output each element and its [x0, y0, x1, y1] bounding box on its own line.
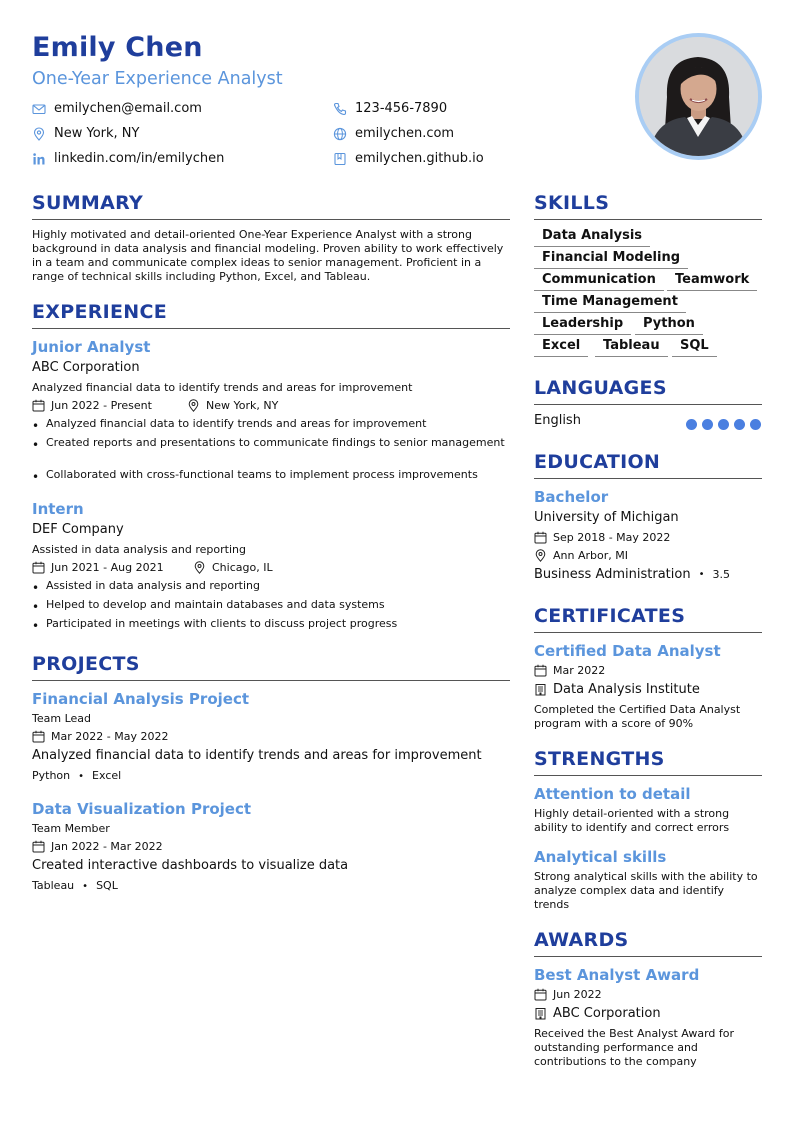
location-pin-icon: [193, 561, 206, 574]
project-name: Data Visualization Project: [32, 800, 252, 818]
education-heading: EDUCATION: [534, 451, 661, 473]
github-text: emilychen.github.io: [355, 151, 484, 166]
award-issuer: [534, 1006, 661, 1021]
award-date-text: Jun 2022: [553, 988, 602, 1001]
award-description: Received the Best Analyst Award for outstanding performance and contributions to the company: [534, 1027, 735, 1068]
tag-separator: •: [78, 771, 85, 782]
job-bullet: • Participated in meetings with clients to discuss project progress: [32, 617, 510, 631]
candidate-role: One-Year Experience Analyst: [32, 69, 283, 89]
job-company: ABC Corporation: [32, 360, 140, 375]
projects-heading: PROJECTS: [32, 653, 140, 675]
level-dot-filled: [734, 419, 745, 430]
calendar-icon: [534, 988, 547, 1001]
job-dates-text: Jun 2021 - Aug 2021: [51, 561, 164, 574]
certificate-name: Certified Data Analyst: [534, 642, 721, 660]
awards-heading: AWARDS: [534, 929, 629, 951]
certificate-date-text: Mar 2022: [553, 664, 606, 677]
job-description: Analyzed financial data to identify trends and areas for improvement: [32, 381, 413, 394]
strength-description: Strong analytical skills with the ability to analyze complex data and identify trends: [534, 870, 758, 911]
phone-text: 123-456-7890: [355, 101, 448, 116]
project-tag: Tableau: [32, 879, 75, 892]
education-location-text: Ann Arbor, MI: [553, 549, 628, 562]
certificate-description: Completed the Certified Data Analyst program with a score of 90%: [534, 703, 741, 730]
phone-icon: [333, 102, 347, 116]
job-description: Assisted in data analysis and reporting: [32, 543, 246, 556]
award-name: Best Analyst Award: [534, 966, 700, 984]
calendar-icon: [32, 730, 45, 743]
education-location: [534, 549, 628, 562]
project-description: Analyzed financial data to identify trends and areas for improvement: [32, 748, 482, 763]
skill-tag: Excel: [534, 337, 588, 357]
project-dates: [32, 730, 168, 743]
skill-tag: Leadership: [534, 315, 631, 335]
skill-tag: Financial Modeling: [534, 249, 688, 269]
profile-photo-illustration: [639, 37, 758, 156]
strengths-heading: STRENGTHS: [534, 748, 665, 770]
contact-email[interactable]: [32, 101, 202, 116]
school: University of Michigan: [534, 510, 679, 525]
education-dates-text: Sep 2018 - May 2022: [553, 531, 671, 544]
project-description: Created interactive dashboards to visualize data: [32, 858, 349, 873]
candidate-name: Emily Chen: [32, 32, 203, 63]
level-dot-filled: [718, 419, 729, 430]
calendar-icon: [32, 399, 45, 412]
project-tag: Excel: [92, 769, 122, 782]
summary-text: Highly motivated and detail-oriented One-Year Experience Analyst with a strong background in data analysis and financial modeling. Proven ability to work effectively in a team and communicate complex ideas to senior management. Proficient in a range of technical skills including Python, Excel, and Tableau.: [32, 228, 504, 283]
level-dot-filled: [686, 419, 697, 430]
globe-icon: [333, 127, 347, 141]
calendar-icon: [32, 840, 45, 853]
job-bullet: • Helped to develop and maintain databases and data systems: [32, 598, 510, 612]
contact-website[interactable]: [333, 126, 454, 141]
project-dates-text: Mar 2022 - May 2022: [51, 730, 169, 743]
building-icon: [534, 1007, 547, 1020]
linkedin-text: linkedin.com/in/emilychen: [54, 151, 225, 166]
skills-heading: SKILLS: [534, 192, 610, 214]
award-issuer-text: ABC Corporation: [553, 1006, 661, 1021]
job-bullet: • Collaborated with cross-functional teams to implement process improvements: [32, 468, 510, 482]
projects-divider: [32, 680, 510, 681]
location-text: New York, NY: [54, 126, 140, 141]
project-tags: [32, 769, 121, 782]
skill-tag: Teamwork: [667, 271, 757, 291]
field-of-study: Business Administration: [534, 567, 691, 582]
strength-description: Highly detail-oriented with a strong ability to identify and correct errors: [534, 807, 730, 834]
skill-tag: SQL: [672, 337, 717, 357]
linkedin-icon: [32, 152, 46, 166]
skill-tag: Tableau: [595, 337, 668, 357]
summary-divider: [32, 219, 510, 220]
email-icon: [32, 102, 46, 116]
language-name: English: [534, 413, 581, 428]
certificate-issuer: [534, 682, 700, 697]
skill-tag: Time Management: [534, 293, 686, 313]
strength-name: Attention to detail: [534, 785, 691, 803]
certificates-divider: [534, 632, 762, 633]
skills-divider: [534, 219, 762, 220]
project-role: Team Lead: [32, 712, 91, 725]
job-location: [187, 399, 278, 412]
job-title: Intern: [32, 500, 84, 518]
project-role: Team Member: [32, 822, 110, 835]
gpa: 3.5: [712, 568, 730, 581]
tag-separator: •: [82, 881, 89, 892]
location-pin-icon: [32, 127, 46, 141]
degree: Bachelor: [534, 488, 609, 506]
resume-header: [32, 30, 772, 180]
level-dot-filled: [750, 419, 761, 430]
job-bullet: • Assisted in data analysis and reporting: [32, 579, 510, 593]
awards-divider: [534, 956, 762, 957]
job-location-text: New York, NY: [206, 399, 279, 412]
job-title: Junior Analyst: [32, 338, 151, 356]
certificates-heading: CERTIFICATES: [534, 605, 686, 627]
job-company: DEF Company: [32, 522, 124, 537]
certificate-issuer-text: Data Analysis Institute: [553, 682, 700, 697]
contact-linkedin[interactable]: [32, 151, 224, 166]
calendar-icon: [534, 531, 547, 544]
field-separator: •: [698, 569, 705, 580]
job-dates-text: Jun 2022 - Present: [51, 399, 152, 412]
experience-divider: [32, 328, 510, 329]
languages-heading: LANGUAGES: [534, 377, 667, 399]
skill-tag: Data Analysis: [534, 227, 650, 247]
location-pin-icon: [534, 549, 547, 562]
calendar-icon: [32, 561, 45, 574]
strengths-divider: [534, 775, 762, 776]
job-bullet: • Created reports and presentations to communicate findings to senior management: [32, 436, 510, 450]
education-divider: [534, 478, 762, 479]
certificate-date: [534, 664, 605, 677]
contact-location: [32, 126, 139, 141]
project-tag: SQL: [96, 879, 118, 892]
project-dates: [32, 840, 163, 853]
strength-name: Analytical skills: [534, 848, 667, 866]
website-text: emilychen.com: [355, 126, 455, 141]
award-date: [534, 988, 602, 1001]
location-pin-icon: [187, 399, 200, 412]
profile-photo: [635, 33, 762, 160]
project-dates-text: Jan 2022 - Mar 2022: [51, 840, 163, 853]
email-text: emilychen@email.com: [54, 101, 202, 116]
job-location: [193, 561, 273, 574]
bookmark-icon: [333, 152, 347, 166]
languages-divider: [534, 404, 762, 405]
education-field-row: [534, 567, 730, 582]
job-location-text: Chicago, IL: [212, 561, 273, 574]
skill-tag: Communication: [534, 271, 664, 291]
job-bullet: • Analyzed financial data to identify trends and areas for improvement: [32, 417, 510, 431]
building-icon: [534, 683, 547, 696]
summary-heading: SUMMARY: [32, 192, 144, 214]
calendar-icon: [534, 664, 547, 677]
skill-tag: Python: [635, 315, 703, 335]
contact-github[interactable]: [333, 151, 484, 166]
project-tag: Python: [32, 769, 71, 782]
level-dot-filled: [702, 419, 713, 430]
education-dates: [534, 531, 670, 544]
project-tags: [32, 879, 118, 892]
job-dates: [32, 399, 152, 412]
project-name: Financial Analysis Project: [32, 690, 250, 708]
contact-phone[interactable]: [333, 101, 447, 116]
experience-heading: EXPERIENCE: [32, 301, 168, 323]
job-dates: [32, 561, 164, 574]
